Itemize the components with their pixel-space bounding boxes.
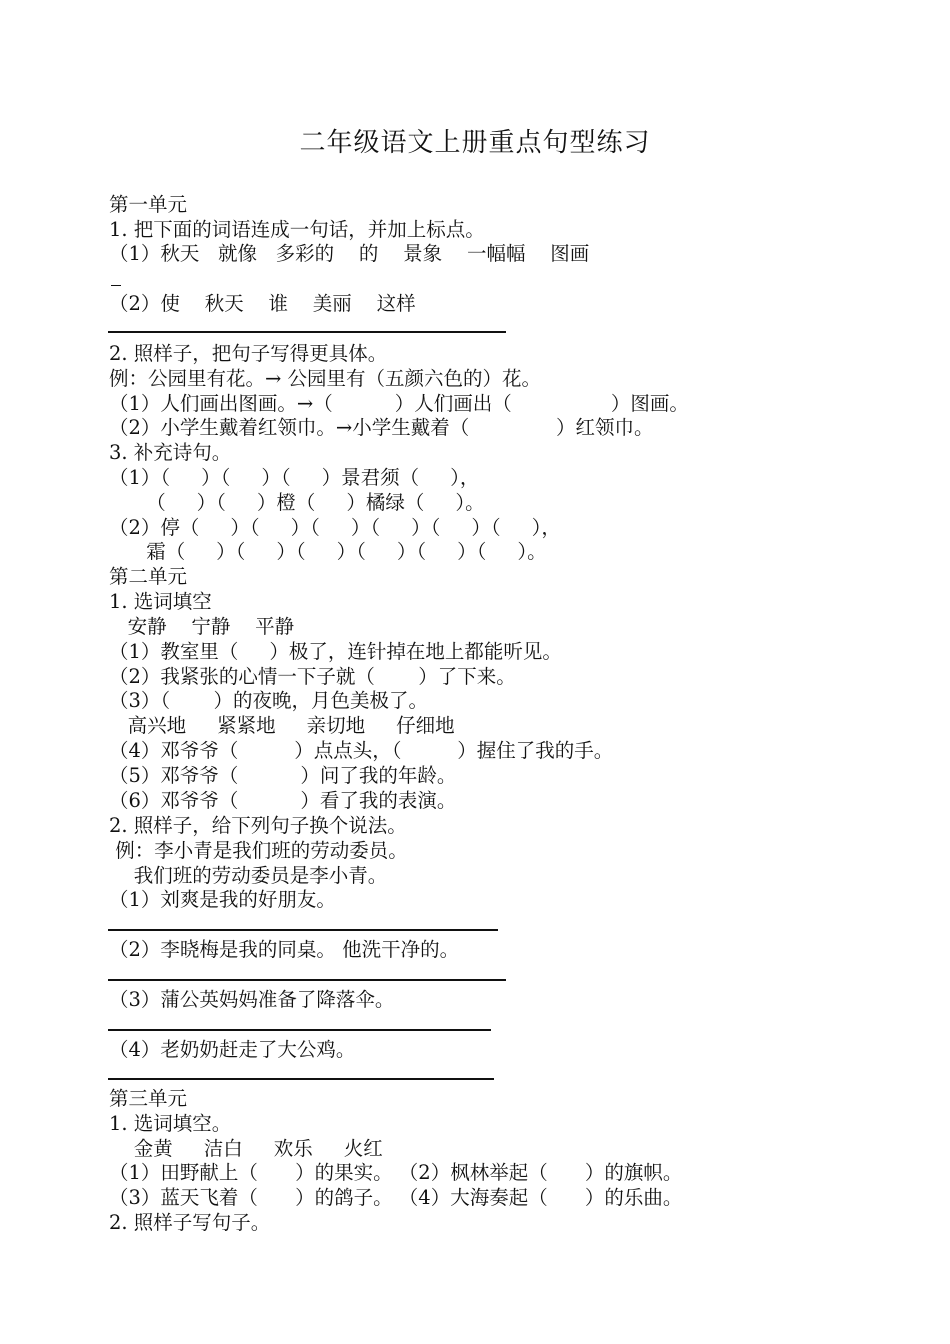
poem-line: （ ）（ ）橙（ ）橘绿（ ）。: [109, 491, 485, 514]
example-line: 我们班的劳动委员是李小青。: [109, 864, 388, 887]
exercise-line: （5）邓爷爷（ ）问了我的年龄。: [109, 764, 457, 787]
unit-heading: 第二单元: [109, 565, 188, 588]
word-bank: 金黄 洁白 欢乐 火红: [109, 1137, 383, 1160]
example-line: 例：公园里有花。→ 公园里有（五颜六色的）花。: [109, 367, 542, 390]
answer-line: [108, 331, 506, 333]
exercise-line: （1）刘爽是我的好朋友。: [109, 888, 336, 911]
exercise-line: （2）李晓梅是我的同桌。 他洗干净的。: [109, 938, 460, 961]
exercise-line: （4）老奶奶赶走了大公鸡。: [109, 1038, 356, 1061]
question-heading: 2. 照样子写句子。: [109, 1211, 271, 1234]
question-heading: 2. 照样子，给下列句子换个说法。: [109, 814, 407, 837]
question-heading: 3. 补充诗句。: [109, 441, 232, 464]
question-heading: 1. 选词填空: [109, 590, 212, 613]
page-title: 二年级语文上册重点句型练习: [299, 128, 651, 158]
answer-line: [108, 1029, 491, 1031]
question-heading: 1. 选词填空。: [109, 1112, 232, 1135]
exercise-line: （1）秋天 就像 多彩的 的 景象 一幅幅 图画: [109, 242, 590, 265]
exercise-line: （6）邓爷爷（ ）看了我的表演。: [109, 789, 457, 812]
exercise-line: （3）（ ）的夜晚，月色美极了。: [109, 689, 429, 712]
unit-heading: 第三单元: [109, 1087, 188, 1110]
exercise-line: （2）使 秋天 谁 美丽 这样: [109, 292, 416, 315]
exercise-line: （1）教室里（ ）极了，连针掉在地上都能听见。: [109, 640, 562, 663]
answer-line: [108, 979, 506, 981]
exercise-line: （3）蓝天飞着（ ）的鸽子。 （4）大海奏起（ ）的乐曲。: [109, 1186, 683, 1209]
exercise-line: （1）田野献上（ ）的果实。 （2）枫林举起（ ）的旗帜。: [109, 1161, 683, 1184]
example-line: 例：李小青是我们班的劳动委员。: [109, 839, 408, 862]
exercise-line: （1）人们画出图画。→（ ）人们画出（ ）图画。: [109, 392, 689, 415]
exercise-line: （3）蒲公英妈妈准备了降落伞。: [109, 988, 395, 1011]
answer-line: [108, 929, 498, 931]
exercise-line: （2）小学生戴着红领巾。→小学生戴着（ ）红领巾。: [109, 416, 654, 439]
poem-line: 霜（ ）（ ）（ ）（ ）（ ）（ ）。: [109, 540, 547, 563]
poem-line: （2）停（ ）（ ）（ ）（ ）（ ）（ ），: [109, 516, 561, 539]
exercise-line: （2）我紧张的心情一下子就（ ）了下来。: [109, 665, 516, 688]
word-bank: 安静 宁静 平静: [109, 615, 295, 638]
unit-heading: 第一单元: [109, 193, 188, 216]
question-heading: 2. 照样子，把句子写得更具体。: [109, 342, 388, 365]
question-heading: 1. 把下面的词语连成一句话，并加上标点。: [109, 218, 485, 241]
poem-line: （1）（ ）（ ）（ ）景君须（ ），: [109, 466, 480, 489]
word-bank: 高兴地 紧紧地 亲切地 仔细地: [109, 714, 455, 737]
answer-line: [108, 1078, 494, 1080]
exercise-line: （4）邓爷爷（ ）点点头，（ ）握住了我的手。: [109, 739, 614, 762]
answer-dash: [111, 285, 121, 286]
